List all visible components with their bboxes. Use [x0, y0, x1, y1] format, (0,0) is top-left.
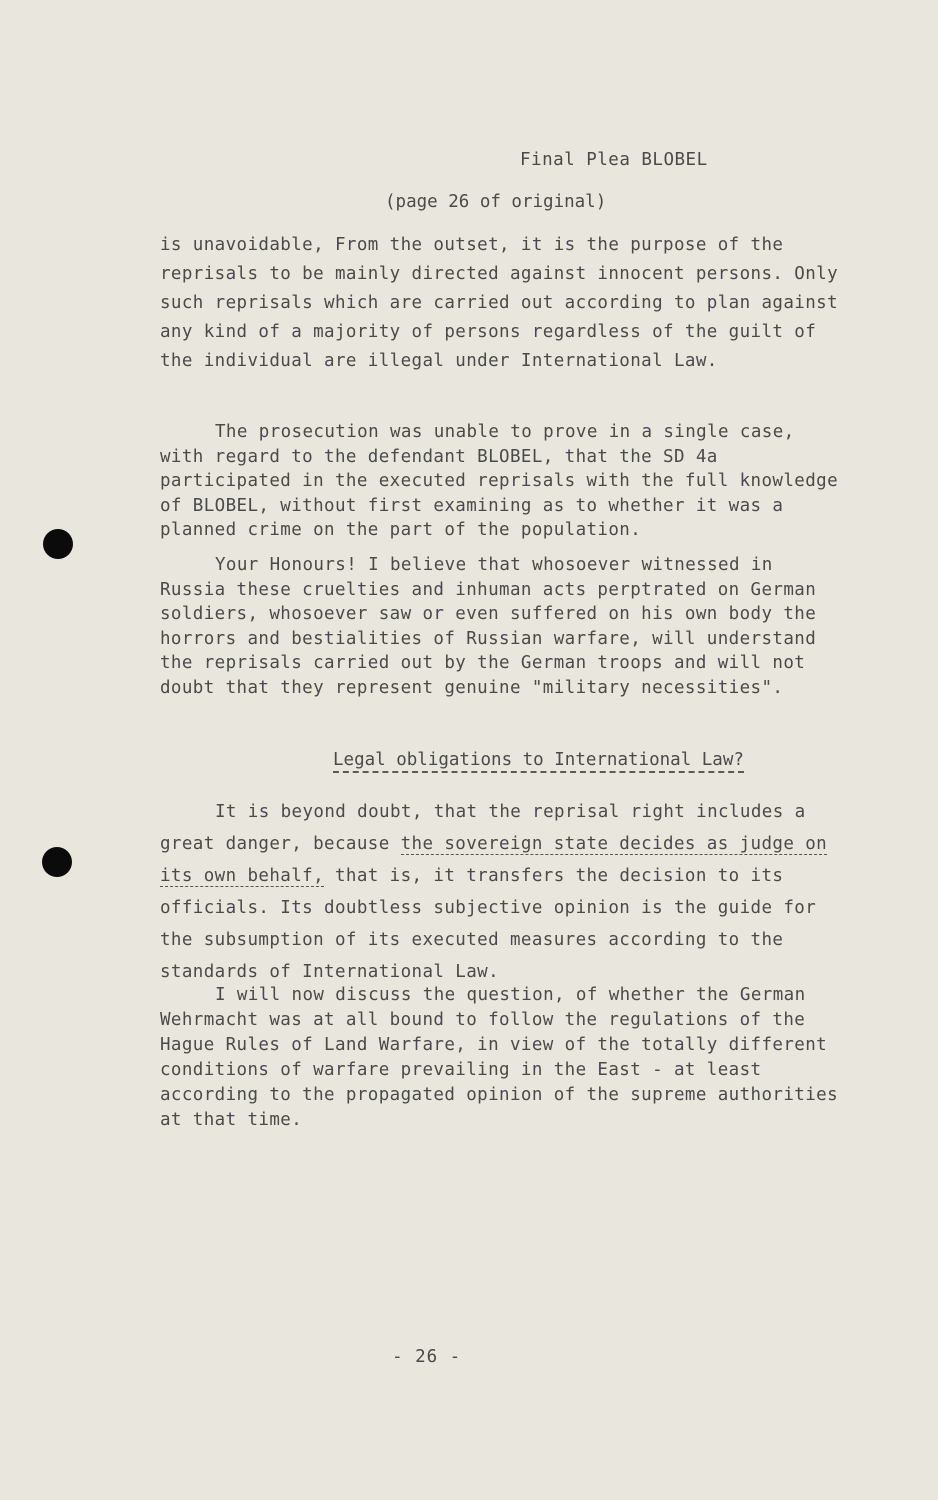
- paragraph-3: [160, 553, 840, 700]
- document-title: Final Plea BLOBEL: [520, 150, 708, 170]
- paragraph-3-text: Your Honours! I believe that whosoever witnessed in Russia these cruelties and inhuman acts perptrated on German soldiers, whosoever saw or even suffered on his own body the horrors and bestialities of Russian warfare, will understand the reprisals carried out by the German troops and will not doubt that they represent genuine "military necessities".: [160, 555, 817, 698]
- paragraph-4-underlined: the sovereign state decides as judge on its own behalf,: [160, 834, 828, 886]
- paragraph-4-end: that is, it transfers the decision to its officials. Its doubtless subjective opinion is the guide for the subsumption of its executed measures according to the standards of International Law.: [160, 866, 817, 982]
- page-number: - 26 -: [392, 1347, 462, 1367]
- paragraph-4: [160, 796, 840, 988]
- section-heading: Legal obligations to International Law?: [333, 750, 744, 773]
- paragraph-1: [160, 231, 840, 376]
- punch-hole-bottom: [42, 847, 72, 877]
- paragraph-1-text: is unavoidable, From the outset, it is the purpose of the reprisals to be mainly directed against innocent persons. Only such reprisals which are carried out according to plan against any kind of a majority of persons regardless of the guilt of the individual are illegal under International Law.: [160, 235, 839, 371]
- paragraph-4-start: It is beyond doubt, that the reprisal right includes a great danger, because: [160, 802, 806, 854]
- page-reference: (page 26 of original): [385, 192, 607, 212]
- paragraph-5-text: I will now discuss the question, of whether the German Wehrmacht was at all bound to follow the regulations of the Hague Rules of Land Warfare, in view of the totally different conditions of warfare prevailing in the East - at least according to the propagated opinion of the supreme authorities at that time.: [160, 985, 839, 1130]
- paragraph-4-text: [160, 796, 840, 988]
- paragraph-5: [160, 983, 840, 1133]
- paragraph-2-text: The prosecution was unable to prove in a single case, with regard to the defendant BLOBEL, that the SD 4a participated in the executed reprisals with the full knowledge of BLOBEL, without first examining as to whether it was a planned crime on the part of the population.: [160, 422, 839, 540]
- paragraph-2: [160, 420, 840, 543]
- punch-hole-top: [43, 529, 73, 559]
